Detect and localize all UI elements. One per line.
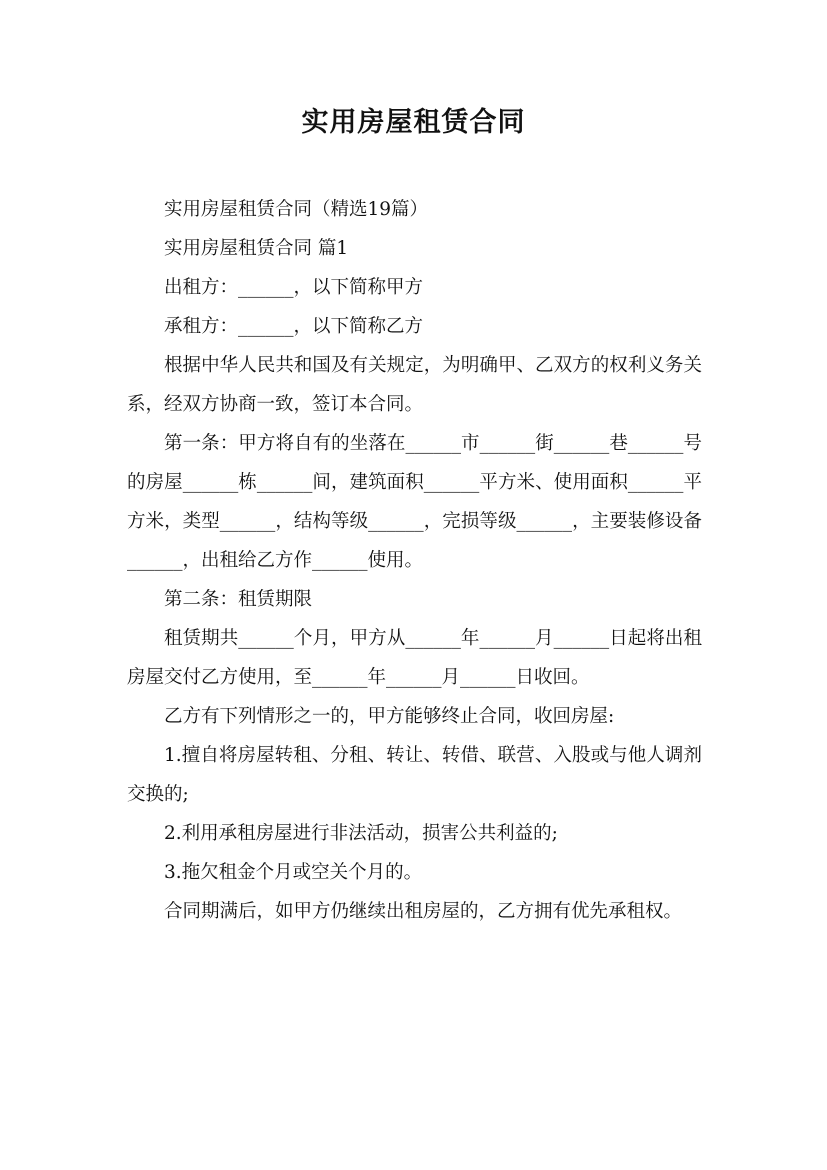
part-heading: 实用房屋租赁合同 篇1 — [164, 238, 349, 259]
document-title: 实用房屋租赁合同 — [301, 107, 526, 138]
document-body — [127, 190, 702, 931]
termination-item-2: 2.利用承租房屋进行非法活动，损害公共利益的; — [164, 823, 558, 844]
subtitle: 实用房屋租赁合同（精选19篇） — [164, 199, 429, 220]
lessee-line: 承租方：______，以下简称乙方 — [164, 316, 424, 337]
termination-item-3: 3.拖欠租金个月或空关个月的。 — [164, 862, 423, 883]
lessor-line: 出租方：______，以下简称甲方 — [164, 277, 424, 298]
preamble-paragraph: 根据中华人民共和国及有关规定，为明确甲、乙双方的权利义务关系，经双方协商一致，签订本合同。 — [127, 355, 702, 415]
termination-item-1: 1.擅自将房屋转租、分租、转让、转借、联营、入股或与他人调剂交换的; — [127, 745, 702, 805]
termination-intro: 乙方有下列情形之一的，甲方能够终止合同，收回房屋: — [164, 706, 615, 727]
renewal-paragraph: 合同期满后，如甲方仍继续出租房屋的，乙方拥有优先承租权。 — [164, 901, 683, 922]
article-2-heading: 第二条：租赁期限 — [164, 589, 313, 610]
article-1-paragraph: 第一条：甲方将自有的坐落在______市______街______巷______号的房屋______栋______间，建筑面积______平方米、使用面积______平方米，类型______，结构等级______，完损等级______，主要装修设备______，出租给乙方作______使用。 — [127, 433, 702, 571]
article-2-term-paragraph: 租赁期共______个月，甲方从______年______月______日起将出租房屋交付乙方使用，至______年______月______日收回。 — [127, 628, 702, 688]
